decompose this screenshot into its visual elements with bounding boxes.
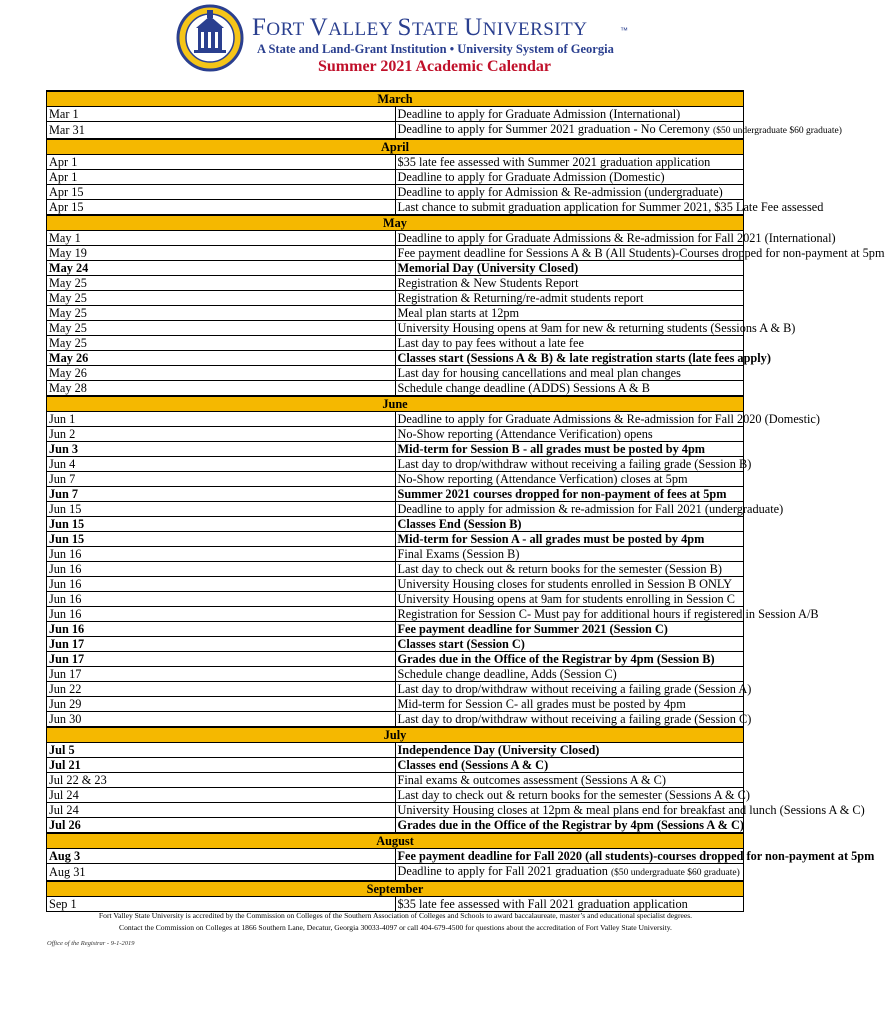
table-row: May 28 Schedule change deadline (ADDS) Sessions A & B: [47, 381, 744, 397]
table-row: Apr 1 $35 late fee assessed with Summer 2021 graduation application: [47, 155, 744, 170]
table-row: Jul 5 Independence Day (University Closed): [47, 743, 744, 758]
table-row: Jun 30 Last day to drop/withdraw without receiving a failing grade (Session C): [47, 712, 744, 728]
table-row: Jun 22 Last day to drop/withdraw without receiving a failing grade (Session A): [47, 682, 744, 697]
contact-note: Contact the Commission on Colleges at 1866 Southern Lane, Decatur, Georgia 30033-4097 or call 404-679-4500 for questions about the accreditation of Fort Valley State University.: [119, 923, 672, 932]
table-row: May 19 Fee payment deadline for Sessions A & B (All Students)-Courses dropped for non-payment at 5pm: [47, 246, 744, 261]
table-row: May 25 University Housing opens at 9am for new & returning students (Sessions A & B): [47, 321, 744, 336]
university-tagline: A State and Land-Grant Institution • University System of Georgia: [257, 42, 614, 56]
table-row: Jun 29 Mid-term for Session C- all grades must be posted by 4pm: [47, 697, 744, 712]
university-seal-icon: [176, 2, 244, 74]
accreditation-note: Fort Valley State University is accredited by the Commission on Colleges of the Southern Association of Colleges and Schools to award baccalaureate, master’s and educational specialist degrees.: [98, 911, 693, 920]
table-row: Jun 16 Fee payment deadline for Summer 2021 (Session C): [47, 622, 744, 637]
month-header-august: August: [47, 833, 744, 849]
table-row: May 1 Deadline to apply for Graduate Admissions & Re-admission for Fall 2021 (International): [47, 231, 744, 246]
month-header-march: March: [47, 91, 744, 107]
table-row: Jun 16 Final Exams (Session B): [47, 547, 744, 562]
table-row: Jun 4 Last day to drop/withdraw without receiving a failing grade (Session B): [47, 457, 744, 472]
table-row: Aug 31 Deadline to apply for Fall 2021 graduation ($50 undergraduate $60 graduate): [47, 864, 744, 882]
table-row: May 25 Registration & Returning/re-admit students report: [47, 291, 744, 306]
table-row: Jun 17 Schedule change deadline, Adds (Session C): [47, 667, 744, 682]
table-row: Jun 15 Classes End (Session B): [47, 517, 744, 532]
table-row: Jun 1 Deadline to apply for Graduate Admissions & Re-admission for Fall 2020 (Domestic): [47, 412, 744, 427]
table-row: Jun 15 Deadline to apply for admission & re-admission for Fall 2021 (undergraduate): [47, 502, 744, 517]
table-row: Jul 21 Classes end (Sessions A & C): [47, 758, 744, 773]
table-row: Jun 7 No-Show reporting (Attendance Verfication) closes at 5pm: [47, 472, 744, 487]
table-row: Mar 31 Deadline to apply for Summer 2021 graduation - No Ceremony ($50 undergraduate $60 graduate): [47, 122, 744, 140]
month-header-july: July: [47, 727, 744, 743]
table-row: Mar 1 Deadline to apply for Graduate Admission (International): [47, 107, 744, 122]
calendar-title: Summer 2021 Academic Calendar: [318, 58, 552, 75]
university-name: FORT VALLEY STATE UNIVERSITY: [252, 14, 588, 41]
table-row: Jun 15 Mid-term for Session A - all grades must be posted by 4pm: [47, 532, 744, 547]
header: [0, 0, 791, 88]
table-row: Jun 17 Grades due in the Office of the Registrar by 4pm (Session B): [47, 652, 744, 667]
month-header-september: September: [47, 881, 744, 897]
table-row: Jun 16 Last day to check out & return books for the semester (Session B): [47, 562, 744, 577]
table-row: Aug 3 Fee payment deadline for Fall 2020 (all students)-courses dropped for non-payment at 5pm: [47, 849, 744, 864]
table-row: Apr 15 Deadline to apply for Admission & Re-admission (undergraduate): [47, 185, 744, 200]
table-row: Jun 17 Classes start (Session C): [47, 637, 744, 652]
table-row: Jun 16 University Housing closes for students enrolled in Session B ONLY: [47, 577, 744, 592]
table-row: May 25 Last day to pay fees without a late fee: [47, 336, 744, 351]
month-header-june: June: [47, 396, 744, 412]
table-row: Jun 2 No-Show reporting (Attendance Verification) opens: [47, 427, 744, 442]
table-row: Apr 15 Last chance to submit graduation application for Summer 2021, $35 Late Fee assessed: [47, 200, 744, 216]
table-row: Jul 26 Grades due in the Office of the Registrar by 4pm (Sessions A & C): [47, 818, 744, 834]
table-row: May 25 Registration & New Students Report: [47, 276, 744, 291]
table-row: May 24 Memorial Day (University Closed): [47, 261, 744, 276]
table-row: May 26 Classes start (Sessions A & B) & late registration starts (late fees apply): [47, 351, 744, 366]
office-label: Office of the Registrar - 9-1-2019: [47, 940, 135, 947]
table-row: May 25 Meal plan starts at 12pm: [47, 306, 744, 321]
academic-calendar-table: [46, 90, 885, 912]
table-row: Jun 7 Summer 2021 courses dropped for non-payment of fees at 5pm: [47, 487, 744, 502]
month-header-may: May: [47, 215, 744, 231]
table-row: Sep 1 $35 late fee assessed with Fall 2021 graduation application: [47, 897, 744, 912]
table-row: May 26 Last day for housing cancellations and meal plan changes: [47, 366, 744, 381]
table-row: Jul 22 & 23 Final exams & outcomes assessment (Sessions A & C): [47, 773, 744, 788]
table-row: Jun 16 Registration for Session C- Must pay for additional hours if registered in Session A/B: [47, 607, 744, 622]
trademark: ™: [620, 26, 628, 35]
table-row: Apr 1 Deadline to apply for Graduate Admission (Domestic): [47, 170, 744, 185]
table-row: Jun 3 Mid-term for Session B - all grades must be posted by 4pm: [47, 442, 744, 457]
table-row: Jun 16 University Housing opens at 9am for students enrolling in Session C: [47, 592, 744, 607]
month-header-april: April: [47, 139, 744, 155]
table-row: Jul 24 Last day to check out & return books for the semester (Sessions A & C): [47, 788, 744, 803]
table-row: Jul 24 University Housing closes at 12pm & meal plans end for breakfast and lunch (Sessions A & C): [47, 803, 744, 818]
